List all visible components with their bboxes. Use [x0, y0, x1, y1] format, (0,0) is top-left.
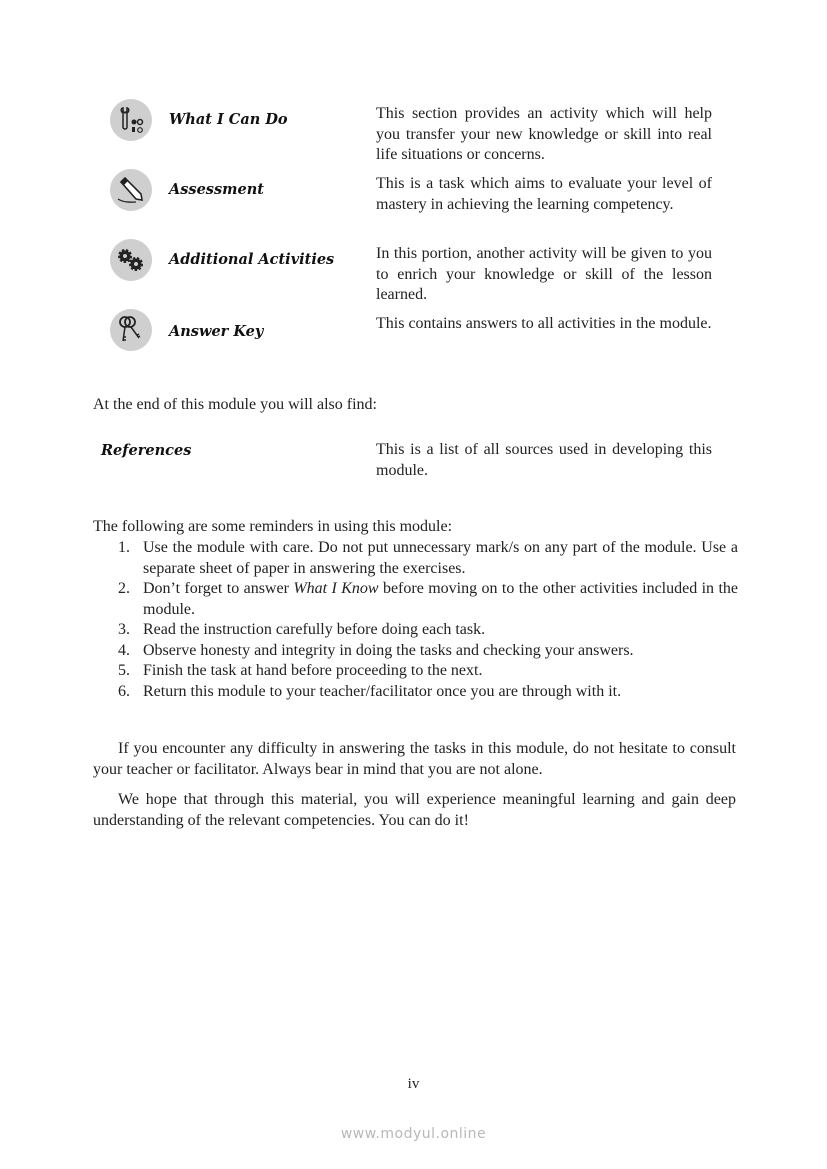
keys-icon: [110, 309, 152, 351]
pencil-icon: [110, 169, 152, 211]
section-label: Assessment: [169, 181, 264, 198]
page-number: iv: [407, 1076, 420, 1092]
gears-icon: [110, 239, 152, 281]
reminder-item: 6. Return this module to your teacher/facilitator once you are through with it.: [118, 682, 622, 700]
reminder-item: 5. Finish the task at hand before proceeding to the next.: [118, 662, 483, 679]
reminders-intro: The following are some reminders in using this module:: [93, 518, 453, 535]
closing-paragraph-hope: We hope that through this material, you will experience meaningful learning and gain deep understanding of the relevant competencies. You can do it!: [93, 791, 736, 829]
section-label: What I Can Do: [169, 111, 288, 128]
closing-paragraph-difficulty: If you encounter any difficulty in answering the tasks in this module, do not hesitate to consult your teacher or facilitator. Always bear in mind that you are not alone.: [93, 740, 736, 778]
wrench-tools-icon: [110, 99, 152, 141]
references-label: References: [101, 442, 192, 459]
end-of-module-intro: At the end of this module you will also find:: [93, 396, 377, 413]
references-description: This is a list of all sources used in developing this module.: [376, 441, 712, 479]
section-description: This contains answers to all activities in the module.: [376, 315, 712, 332]
watermark: www.modyul.online: [340, 1126, 487, 1142]
section-label: Additional Activities: [169, 251, 335, 268]
section-description: This is a task which aims to evaluate your level of mastery in achieving the learning competency.: [376, 175, 712, 213]
reminder-item: 3. Read the instruction carefully before doing each task.: [118, 621, 486, 638]
section-description: In this portion, another activity will be given to you to enrich your knowledge or skill of the lesson learned.: [376, 245, 712, 303]
reminder-item: 2. Don’t forget to answer What I Know before moving on to the other activities included in the module.: [118, 580, 738, 618]
reminder-item: 1. Use the module with care. Do not put unnecessary mark/s on any part of the module. Use a separate sheet of paper in answering the exercises.: [118, 539, 738, 577]
reminder-item: 4. Observe honesty and integrity in doing the tasks and checking your answers.: [118, 641, 634, 659]
section-label: Answer Key: [169, 323, 264, 340]
what-i-know-emphasis: What I Know: [293, 580, 379, 597]
section-description: This section provides an activity which will help you transfer your new knowledge or skill into real life situations or concerns.: [376, 105, 712, 163]
reminders-list: [118, 538, 738, 702]
